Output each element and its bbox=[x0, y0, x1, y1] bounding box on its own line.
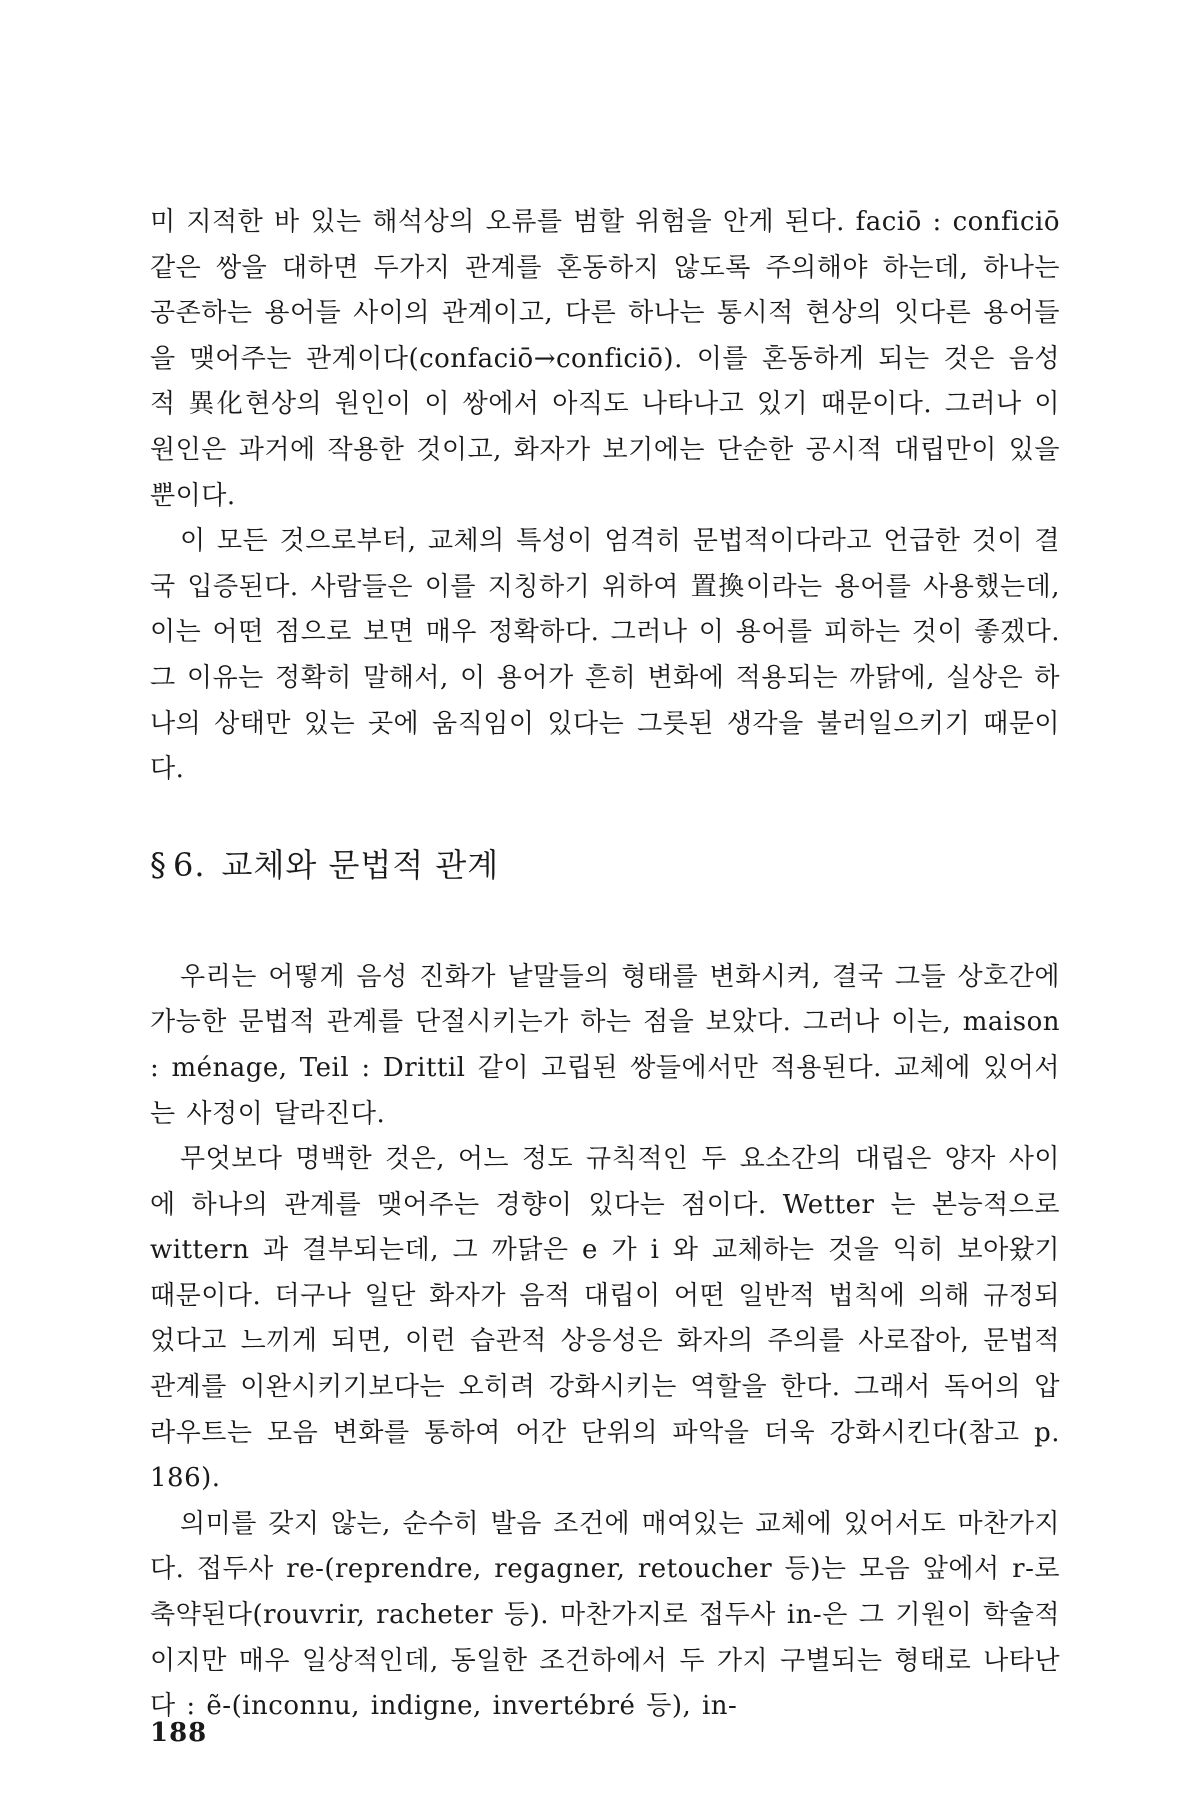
paragraph-5: 의미를 갖지 않는, 순수히 발음 조건에 매여있는 교체에 있어서도 마찬가지다. 접두사 re-(reprendre, regagner, retoucher 등)는 모음 앞에서 r-로 축약된다(rouvrir, racheter 등). 마찬가지로 접두사 in-은 그 기원이 학술적이지만 매우 일상적인데, 동일한 조건하에서 두 가지 구별되는 형태로 나타난다 : ẽ-(inconnu, indigne, invertébré 등), in- bbox=[150, 1508, 1060, 1722]
page-number: 188 bbox=[150, 1718, 208, 1748]
paragraph-2: 이 모든 것으로부터, 교체의 특성이 엄격히 문법적이다라고 언급한 것이 결국 입증된다. 사람들은 이를 지칭하기 위하여 置換이라는 용어를 사용했는데, 이는 어떤 점으로 보면 매우 정확하다. 그러나 이 용어를 피하는 것이 좋겠다. 그 이유는 정확히 말해서, 이 용어가 흔히 변화에 적용되는 까닭에, 실상은 하나의 상태만 있는 곳에 움직임이 있다는 그릇된 생각을 불러일으키기 때문이다. bbox=[150, 526, 1060, 785]
paragraph-1: 미 지적한 바 있는 해석상의 오류를 범할 위험을 안게 된다. faciō : conficiō 같은 쌍을 대하면 두가지 관계를 혼동하지 않도록 주의해야 하는데, 하나는 공존하는 용어들 사이의 관계이고, 다른 하나는 통시적 현상의 잇다른 용어들을 맺어주는 관계이다(confaciō→conficiō). 이를 혼동하게 되는 것은 음성적 異化현상의 원인이 이 쌍에서 아직도 나타나고 있기 때문이다. 그러나 이 원인은 과거에 작용한 것이고, 화자가 보기에는 단순한 공시적 대립만이 있을 뿐이다. bbox=[150, 207, 1060, 511]
page-body bbox=[150, 200, 1060, 1730]
section-title: 교체와 문법적 관계 bbox=[221, 845, 500, 884]
paragraph-4: 무엇보다 명백한 것은, 어느 정도 규칙적인 두 요소간의 대립은 양자 사이에 하나의 관계를 맺어주는 경향이 있다는 점이다. Wetter 는 본능적으로 wittern 과 결부되는데, 그 까닭은 e 가 i 와 교체하는 것을 익히 보아왔기 때문이다. 더구나 일단 화자가 음적 대립이 어떤 일반적 법칙에 의해 규정되었다고 느끼게 되면, 이런 습관적 상응성은 화자의 주의를 사로잡아, 문법적 관계를 이완시키기보다는 오히려 강화시키는 역할을 한다. 그래서 독어의 압라우트는 모음 변화를 통하여 어간 단위의 파악을 더욱 강화시킨다(참고 p. 186). bbox=[150, 1144, 1060, 1494]
section-heading bbox=[150, 845, 1060, 885]
section-symbol: § bbox=[150, 845, 167, 884]
section-number: 6. bbox=[173, 845, 206, 884]
paragraph-3: 우리는 어떻게 음성 진화가 낱말들의 형태를 변화시켜, 결국 그들 상호간에 가능한 문법적 관계를 단절시키는가 하는 점을 보았다. 그러나 이는, maison : ménage, Teil : Drittil 같이 고립된 쌍들에서만 적용된다. 교체에 있어서는 사정이 달라진다. bbox=[150, 961, 1060, 1129]
